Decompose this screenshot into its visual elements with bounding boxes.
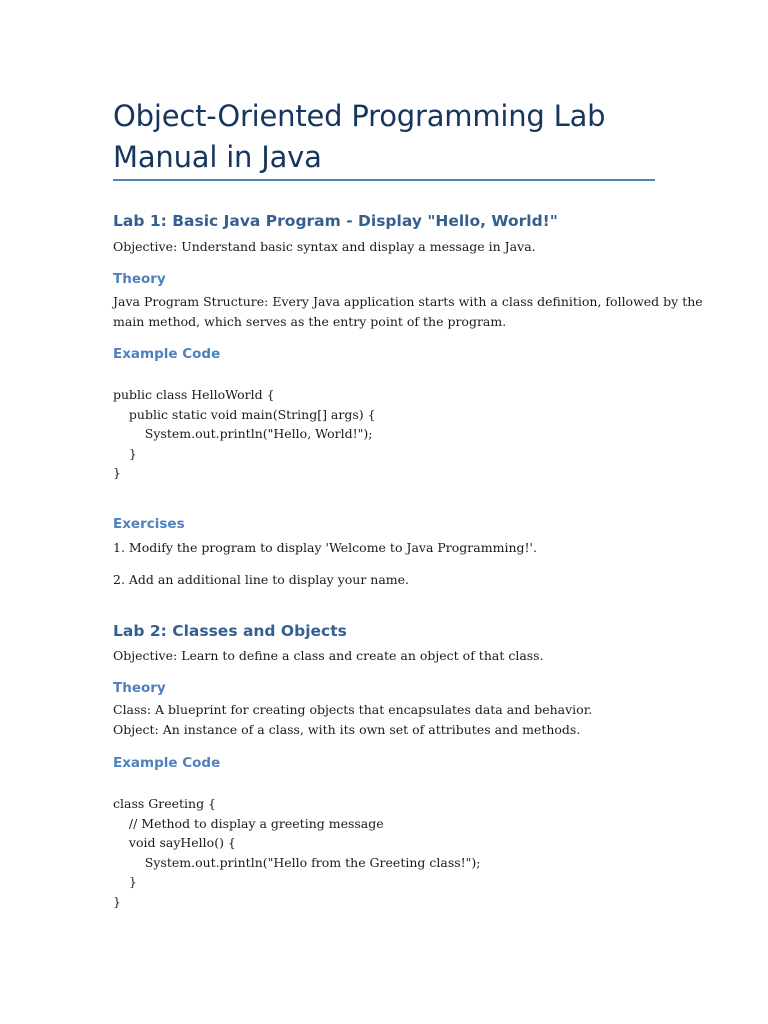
code-line: } bbox=[113, 893, 121, 909]
code-line: class Greeting { bbox=[113, 796, 217, 811]
code-line: System.out.println("Hello, World!"); bbox=[113, 426, 373, 441]
lab1-objective: Objective: Understand basic syntax and display a message in Java. bbox=[113, 239, 536, 254]
lab2-code-block bbox=[113, 794, 481, 911]
lab1-theory-line1: Java Program Structure: Every Java application starts with a class definition, followed by the bbox=[113, 294, 703, 309]
document-title-line1: Object-Oriented Programming Lab bbox=[113, 99, 606, 133]
lab1-exercise-1: 1. Modify the program to display 'Welcome to Java Programming!'. bbox=[113, 540, 537, 555]
lab1-exercises-heading: Exercises bbox=[113, 516, 185, 532]
lab2-theory-line1: Class: A blueprint for creating objects that encapsulates data and behavior. bbox=[113, 702, 593, 717]
code-line: } bbox=[113, 465, 121, 480]
code-line: } bbox=[113, 445, 137, 461]
document-title bbox=[113, 96, 655, 178]
code-line: System.out.println("Hello from the Greeting class!"); bbox=[113, 854, 481, 870]
code-line: // Method to display a greeting message bbox=[113, 815, 384, 831]
lab2-objective: Objective: Learn to define a class and create an object of that class. bbox=[113, 648, 544, 663]
code-line: void sayHello() { bbox=[113, 835, 236, 850]
code-line: public class HelloWorld { bbox=[113, 387, 275, 402]
lab2-example-code-heading: Example Code bbox=[113, 755, 221, 771]
title-underline-rule bbox=[113, 179, 655, 181]
lab2-theory-line2: Object: An instance of a class, with its own set of attributes and methods. bbox=[113, 722, 581, 737]
code-line: } bbox=[113, 874, 137, 889]
lab1-example-code-heading: Example Code bbox=[113, 346, 221, 362]
lab2-heading: Lab 2: Classes and Objects bbox=[113, 622, 347, 640]
lab1-theory-heading: Theory bbox=[113, 271, 166, 287]
lab1-code-block bbox=[113, 385, 376, 483]
document-title-line2: Manual in Java bbox=[113, 140, 322, 174]
lab1-exercise-2: 2. Add an additional line to display your name. bbox=[113, 572, 410, 587]
lab2-theory-heading: Theory bbox=[113, 680, 166, 696]
code-line: public static void main(String[] args) { bbox=[113, 406, 376, 422]
lab1-heading: Lab 1: Basic Java Program - Display "Hello, World!" bbox=[113, 212, 558, 230]
lab1-theory-line2: main method, which serves as the entry point of the program. bbox=[113, 314, 507, 329]
